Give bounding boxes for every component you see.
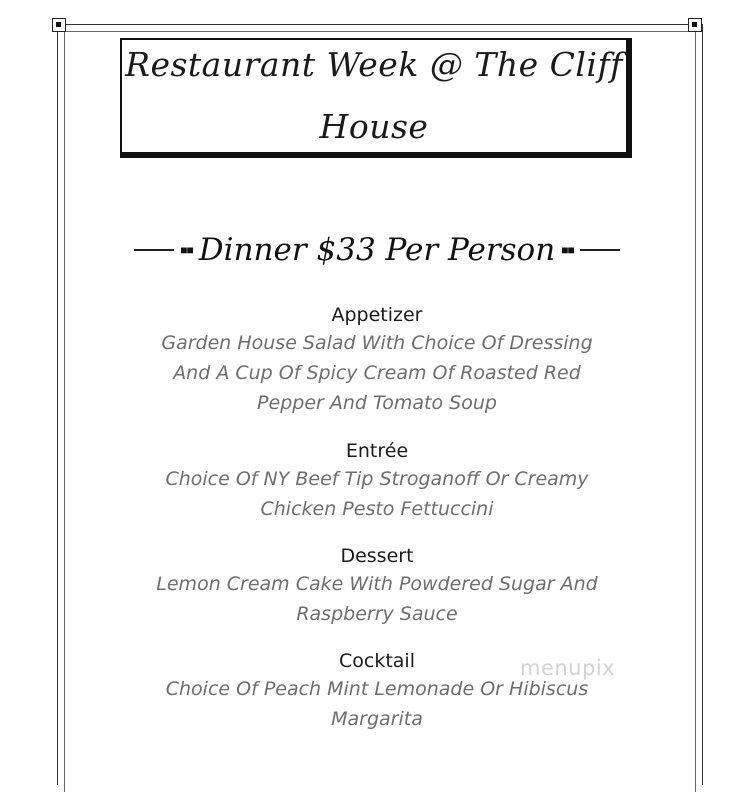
section-heading: Dessert <box>340 545 414 567</box>
title-box <box>120 38 632 158</box>
section-heading: Cocktail <box>339 650 415 672</box>
square-dots-left-icon: ■■ <box>180 243 193 257</box>
description-line: And A Cup Of Spicy Cream Of Roasted Red <box>173 362 581 384</box>
section-description <box>100 569 654 629</box>
title-line-2: House <box>319 107 429 146</box>
section-heading: Appetizer <box>331 304 423 326</box>
title-line-1: Restaurant Week @ The Cliff <box>125 45 623 84</box>
section-description <box>100 328 654 418</box>
section-heading: Entrée <box>345 440 409 462</box>
description-line: Chicken Pesto Fettuccini <box>260 498 494 520</box>
description-line: Lemon Cream Cake With Powdered Sugar And <box>156 573 598 595</box>
menu-section-appetizer <box>100 302 654 418</box>
corner-ornament-left <box>52 18 66 32</box>
description-line: Margarita <box>331 708 423 730</box>
section-description <box>100 674 654 734</box>
menu-section-dessert <box>100 543 654 629</box>
description-line: Choice Of NY Beef Tip Stroganoff Or Creamy <box>165 468 589 490</box>
square-dots-right-icon: ■■ <box>561 243 574 257</box>
watermark-logo: menupix <box>520 656 616 680</box>
dinner-price: Dinner $33 Per Person <box>198 232 556 268</box>
description-line: Garden House Salad With Choice Of Dressing <box>161 332 593 354</box>
page-title <box>125 34 623 158</box>
divider-rule-left <box>134 249 174 251</box>
description-line: Raspberry Sauce <box>296 603 458 625</box>
section-description <box>100 464 654 524</box>
description-line: Choice Of Peach Mint Lemonade Or Hibiscus <box>165 678 589 700</box>
corner-ornament-right <box>688 18 702 32</box>
divider-rule-right <box>580 249 620 251</box>
dinner-price-line <box>0 232 754 268</box>
menu-section-entree <box>100 438 654 524</box>
description-line: Pepper And Tomato Soup <box>257 392 497 414</box>
